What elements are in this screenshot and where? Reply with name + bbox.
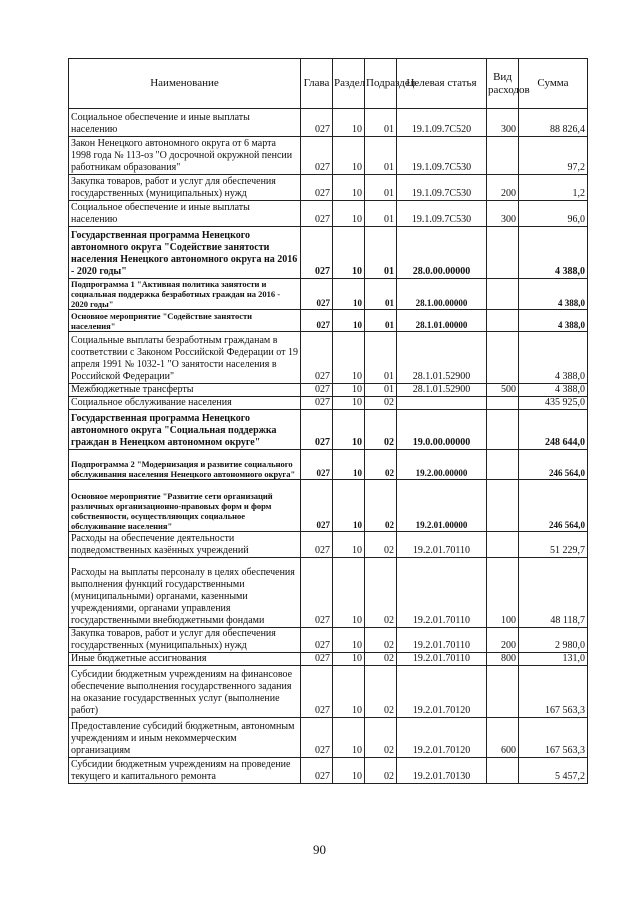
table-row (69, 628, 588, 653)
cell-chapter: 027 (301, 532, 333, 558)
cell-section: 10 (333, 450, 365, 480)
table-row (69, 137, 588, 175)
cell-expense-type (487, 227, 519, 279)
header-expense-type: Вид расходов (487, 59, 519, 109)
cell-section: 10 (333, 410, 365, 450)
table-body (69, 109, 588, 784)
cell-chapter: 027 (301, 384, 333, 397)
cell-name: Субсидии бюджетным учреждениям на проведение текущего и капитального ремонта (69, 758, 301, 784)
cell-subsection: 02 (365, 718, 397, 758)
cell-name: Подпрограмма 1 "Активная политика занятости и социальная поддержка безработных граждан на 2016 - 2020 годы" (69, 279, 301, 310)
cell-subsection: 01 (365, 227, 397, 279)
cell-chapter: 027 (301, 450, 333, 480)
cell-chapter: 027 (301, 310, 333, 332)
cell-expense-type: 600 (487, 718, 519, 758)
cell-name: Социальное обслуживание населения (69, 397, 301, 410)
cell-article: 19.1.09.7С520 (397, 109, 487, 137)
cell-sum: 2 980,0 (519, 628, 588, 653)
header-subsection: Подраздел (365, 59, 397, 109)
cell-subsection: 01 (365, 279, 397, 310)
cell-expense-type: 300 (487, 201, 519, 227)
cell-expense-type: 500 (487, 384, 519, 397)
table-row (69, 480, 588, 532)
cell-sum: 96,0 (519, 201, 588, 227)
cell-section: 10 (333, 279, 365, 310)
cell-expense-type (487, 410, 519, 450)
cell-name: Социальное обеспечение и иные выплаты населению (69, 109, 301, 137)
table-row (69, 558, 588, 628)
cell-chapter: 027 (301, 718, 333, 758)
cell-sum: 4 388,0 (519, 227, 588, 279)
budget-table (68, 58, 588, 784)
table-row (69, 653, 588, 666)
cell-name: Основное мероприятие "Развитие сети организаций различных организационно-правовых форм и форм собственности, осуществляющих социальное обслуживание населения" (69, 480, 301, 532)
cell-sum: 248 644,0 (519, 410, 588, 450)
cell-section: 10 (333, 480, 365, 532)
cell-sum: 167 563,3 (519, 666, 588, 718)
cell-name: Закупка товаров, работ и услуг для обеспечения государственных (муниципальных) нужд (69, 628, 301, 653)
cell-article: 28.1.01.52900 (397, 384, 487, 397)
cell-chapter: 027 (301, 109, 333, 137)
table-row (69, 332, 588, 384)
cell-article: 19.0.00.00000 (397, 410, 487, 450)
cell-sum: 4 388,0 (519, 310, 588, 332)
header-chapter: Глава (301, 59, 333, 109)
table-row (69, 227, 588, 279)
cell-expense-type (487, 137, 519, 175)
cell-expense-type: 300 (487, 109, 519, 137)
page-number: 90 (313, 842, 326, 857)
table-row (69, 109, 588, 137)
cell-name: Расходы на выплаты персоналу в целях обеспечения выполнения функций государственными (муниципальными) органами, казенными учреждениями, органами управления государственными внебюджетными фондами (69, 558, 301, 628)
header-name: Наименование (69, 59, 301, 109)
cell-name: Закупка товаров, работ и услуг для обеспечения государственных (муниципальных) нужд (69, 175, 301, 201)
cell-section: 10 (333, 109, 365, 137)
cell-article: 19.2.01.70130 (397, 758, 487, 784)
cell-subsection: 01 (365, 109, 397, 137)
cell-expense-type: 100 (487, 558, 519, 628)
cell-subsection: 01 (365, 201, 397, 227)
cell-name: Закон Ненецкого автономного округа от 6 марта 1998 года № 113-оз "О досрочной окружной пенсии работникам образования" (69, 137, 301, 175)
cell-subsection: 01 (365, 137, 397, 175)
cell-article: 19.2.01.00000 (397, 480, 487, 532)
cell-chapter: 027 (301, 227, 333, 279)
cell-article: 28.0.00.00000 (397, 227, 487, 279)
cell-chapter: 027 (301, 137, 333, 175)
cell-sum: 51 229,7 (519, 532, 588, 558)
cell-section: 10 (333, 397, 365, 410)
cell-subsection: 01 (365, 384, 397, 397)
cell-section: 10 (333, 332, 365, 384)
cell-subsection: 02 (365, 666, 397, 718)
cell-sum: 97,2 (519, 137, 588, 175)
cell-subsection: 01 (365, 332, 397, 384)
cell-expense-type (487, 310, 519, 332)
cell-sum: 4 388,0 (519, 332, 588, 384)
cell-sum: 1,2 (519, 175, 588, 201)
cell-section: 10 (333, 532, 365, 558)
cell-chapter: 027 (301, 279, 333, 310)
cell-name: Субсидии бюджетным учреждениям на финансовое обеспечение выполнения государственного задания на оказание государственных услуг (выполнение работ) (69, 666, 301, 718)
cell-subsection: 01 (365, 310, 397, 332)
cell-chapter: 027 (301, 758, 333, 784)
cell-sum: 167 563,3 (519, 718, 588, 758)
cell-name: Государственная программа Ненецкого автономного округа "Содействие занятости населения Ненецкого автономного округа на 2016 - 2020 годы" (69, 227, 301, 279)
cell-subsection: 02 (365, 558, 397, 628)
cell-chapter: 027 (301, 628, 333, 653)
cell-sum: 246 564,0 (519, 450, 588, 480)
cell-article: 19.2.01.70120 (397, 718, 487, 758)
cell-chapter: 027 (301, 653, 333, 666)
cell-article: 19.1.09.7С530 (397, 201, 487, 227)
cell-name: Подпрограмма 2 "Модернизация и развитие социального обслуживания населения Ненецкого автономного округа" (69, 450, 301, 480)
cell-chapter: 027 (301, 480, 333, 532)
table-row (69, 279, 588, 310)
cell-section: 10 (333, 666, 365, 718)
cell-section: 10 (333, 384, 365, 397)
cell-subsection: 02 (365, 450, 397, 480)
cell-section: 10 (333, 558, 365, 628)
table-row (69, 532, 588, 558)
table-header (69, 59, 588, 109)
cell-subsection: 01 (365, 175, 397, 201)
cell-name: Социальные выплаты безработным гражданам в соответствии с Законом Российской Федерации от 19 апреля 1991 № 1032-1 "О занятости населения в Российской Федерации" (69, 332, 301, 384)
cell-article: 19.2.00.00000 (397, 450, 487, 480)
cell-subsection: 02 (365, 410, 397, 450)
cell-article: 19.1.09.7С530 (397, 137, 487, 175)
cell-sum: 48 118,7 (519, 558, 588, 628)
cell-section: 10 (333, 758, 365, 784)
cell-chapter: 027 (301, 666, 333, 718)
cell-name: Межбюджетные трансферты (69, 384, 301, 397)
cell-article: 28.1.01.52900 (397, 332, 487, 384)
cell-section: 10 (333, 653, 365, 666)
cell-expense-type (487, 450, 519, 480)
cell-expense-type (487, 758, 519, 784)
cell-section: 10 (333, 628, 365, 653)
cell-expense-type: 800 (487, 653, 519, 666)
header-sum: Сумма (519, 59, 588, 109)
cell-section: 10 (333, 175, 365, 201)
table-row (69, 758, 588, 784)
cell-expense-type (487, 666, 519, 718)
cell-article: 19.2.01.70120 (397, 666, 487, 718)
cell-section: 10 (333, 227, 365, 279)
cell-subsection: 02 (365, 758, 397, 784)
cell-section: 10 (333, 201, 365, 227)
cell-name: Государственная программа Ненецкого автономного округа "Социальная поддержка граждан в Ненецком автономном округе" (69, 410, 301, 450)
table-row (69, 310, 588, 332)
cell-article (397, 397, 487, 410)
table-row (69, 175, 588, 201)
cell-article: 19.2.01.70110 (397, 653, 487, 666)
table-row (69, 666, 588, 718)
cell-sum: 88 826,4 (519, 109, 588, 137)
cell-chapter: 027 (301, 175, 333, 201)
cell-chapter: 027 (301, 332, 333, 384)
cell-subsection: 02 (365, 397, 397, 410)
table-row (69, 201, 588, 227)
cell-sum: 435 925,0 (519, 397, 588, 410)
cell-expense-type (487, 397, 519, 410)
cell-name: Иные бюджетные ассигнования (69, 653, 301, 666)
cell-sum: 4 388,0 (519, 279, 588, 310)
cell-chapter: 027 (301, 558, 333, 628)
cell-subsection: 02 (365, 480, 397, 532)
cell-article: 28.1.00.00000 (397, 279, 487, 310)
cell-chapter: 027 (301, 201, 333, 227)
cell-subsection: 02 (365, 653, 397, 666)
header-article: Целевая статья (397, 59, 487, 109)
table-row (69, 718, 588, 758)
cell-chapter: 027 (301, 410, 333, 450)
cell-chapter: 027 (301, 397, 333, 410)
cell-expense-type (487, 279, 519, 310)
cell-subsection: 02 (365, 532, 397, 558)
table-row (69, 450, 588, 480)
cell-section: 10 (333, 137, 365, 175)
cell-article: 19.1.09.7С530 (397, 175, 487, 201)
table-row (69, 384, 588, 397)
cell-article: 19.2.01.70110 (397, 628, 487, 653)
cell-expense-type: 200 (487, 628, 519, 653)
cell-section: 10 (333, 310, 365, 332)
cell-expense-type: 200 (487, 175, 519, 201)
cell-name: Предоставление субсидий бюджетным, автономным учреждениям и иным некоммерческим организациям (69, 718, 301, 758)
cell-sum: 5 457,2 (519, 758, 588, 784)
cell-expense-type (487, 532, 519, 558)
cell-name: Расходы на обеспечение деятельности подведомственных казённых учреждений (69, 532, 301, 558)
cell-expense-type (487, 332, 519, 384)
cell-expense-type (487, 480, 519, 532)
cell-article: 28.1.01.00000 (397, 310, 487, 332)
cell-article: 19.2.01.70110 (397, 532, 487, 558)
cell-sum: 131,0 (519, 653, 588, 666)
cell-section: 10 (333, 718, 365, 758)
header-section: Раздел (333, 59, 365, 109)
cell-name: Основное мероприятие "Содействие занятости населения" (69, 310, 301, 332)
table-row (69, 397, 588, 410)
cell-sum: 246 564,0 (519, 480, 588, 532)
cell-subsection: 02 (365, 628, 397, 653)
cell-sum: 4 388,0 (519, 384, 588, 397)
cell-name: Социальное обеспечение и иные выплаты населению (69, 201, 301, 227)
table-row (69, 410, 588, 450)
cell-article: 19.2.01.70110 (397, 558, 487, 628)
